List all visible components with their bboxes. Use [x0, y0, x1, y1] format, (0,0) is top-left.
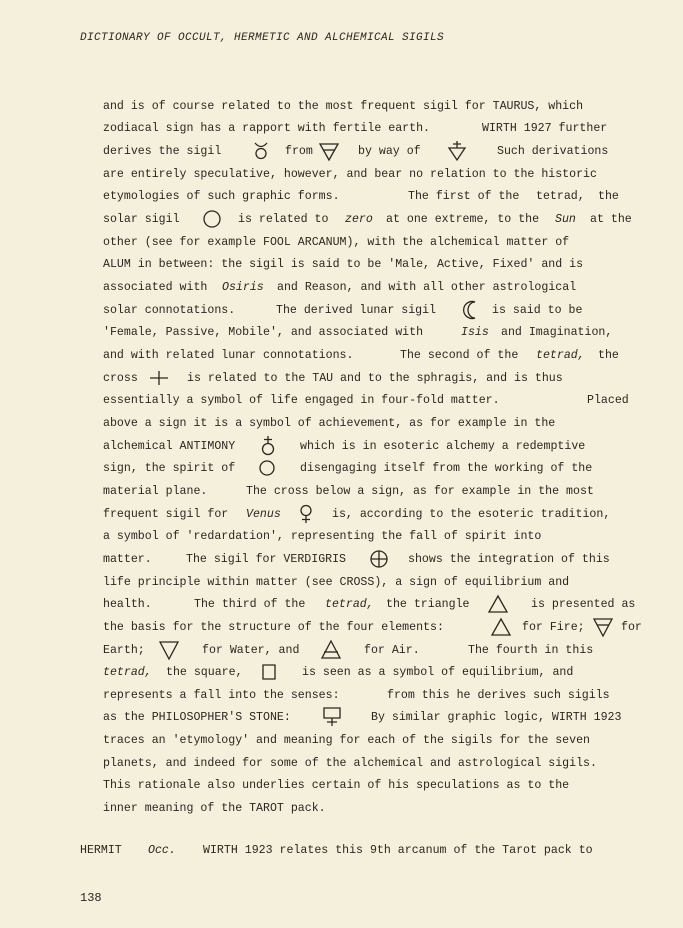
entry-term: HERMIT	[80, 844, 122, 857]
spirit-circle-icon	[256, 458, 278, 478]
triangle-up-icon	[487, 594, 509, 614]
venus-icon	[295, 504, 317, 524]
page-number: 138	[80, 891, 102, 905]
earth-triangle-icon	[592, 617, 614, 637]
triangle-cross-icon	[446, 141, 468, 161]
water-triangle-icon	[158, 640, 180, 660]
square-icon	[258, 662, 280, 682]
entry-text: WIRTH 1923 relates this 9th arcanum of the Tarot pack to	[203, 844, 593, 857]
entry-category: Occ.	[148, 844, 176, 857]
antimony-icon	[257, 436, 279, 456]
moon-crescent-icon	[460, 300, 482, 320]
document-page: DICTIONARY OF OCCULT, HERMETIC AND ALCHEMICAL SIGILS and is of course related to the most frequent sigil for TAURUS, which zodiacal sign has a rapport with fertile earth. WIRTH 1927 further derives the sigil from by way of Such derivations are entirely speculative, however, and bear no relation to the historic etymologies of such graphic forms. The first of the tetrad, the solar sigil is related to zero at one extreme, to the Sun at the other (see for example FOOL ARCANUM), with the alchemical matter of ALUM in between: the sigil is said to be 'Male, Active, Fixed' and is associated with Osiris and Reason, and with all other astrological solar connotations. The derived lunar sigil is said to be 'Female, Passive, Mobile', and associated with Isis and Imagination, and with related lunar connotations. The second of the tetrad, the cross is related to the TAU and to the sphragis, and is thus essentially a symbol of life engaged in four-fold matter. Placed above a sign it is a symbol of achievement, as for example in the alchemical ANTIMONY which is in esoteric alchemy a redemptive sign, the spirit of disengaging itself from the working of the material plane. The cross below a sign, as for example in the most frequent sigil for Venus is, according to the esoteric tradition, a symbol of 'redardation', representing the fall of spirit into matter. The sigil for VERDIGRIS shows the integration of this life principle within matter (see CROSS), a sign of equilibrium and health. The third of the tetrad, the triangle is presented as the basis for the structure of the four elements: for Fire; for Earth; for Water, and for Air. The fourth in this tetrad, the square, is seen as a symbol of equilibrium, and represents a fall into the senses: from this he derives such sigils as the PHILOSOPHER'S STONE: By similar graphic logic, WIRTH 1923 traces an 'etymology' and meaning for each of the sigils for the seven planets, and indeed for some of the alchemical and astrological sigils. This rationale also underlies certain of his speculations as to the inner meaning of the TAROT pack. HERMIT Occ. WIRTH 1923 relates this 9th arcanum of the Tarot pack to 138	[80, 32, 642, 905]
verdigris-icon	[368, 549, 390, 569]
fire-triangle-icon	[490, 617, 512, 637]
philosophers-stone-icon	[321, 707, 343, 727]
air-triangle-icon	[320, 640, 342, 660]
earth-triangle-icon	[318, 141, 340, 161]
sun-circle-icon	[201, 209, 223, 229]
cross-icon	[148, 368, 170, 388]
taurus-icon	[250, 141, 272, 161]
running-header: DICTIONARY OF OCCULT, HERMETIC AND ALCHEMICAL SIGILS	[80, 32, 445, 44]
